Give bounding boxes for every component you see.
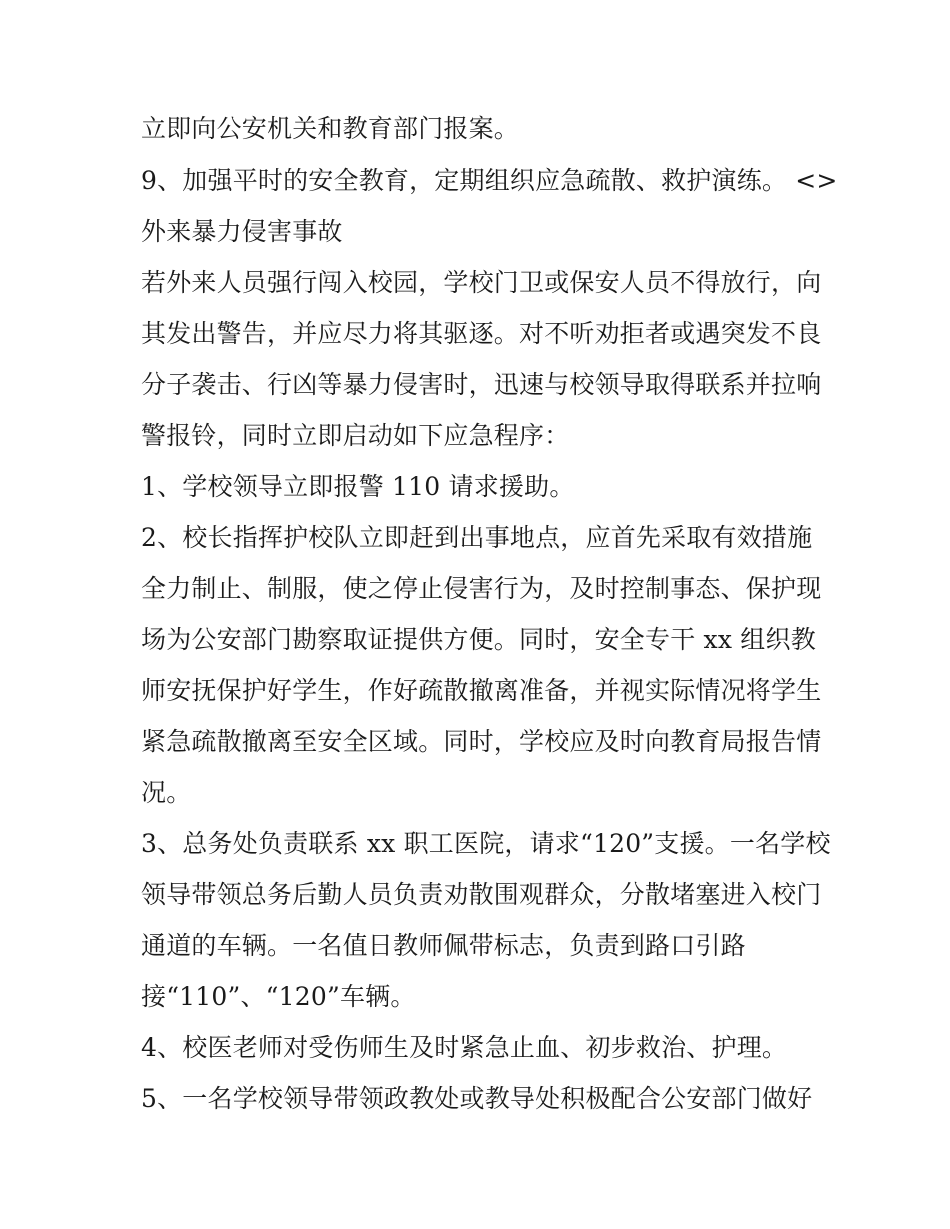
text-line: 警报铃，同时立即启动如下应急程序： [141, 421, 570, 450]
text-line: 场为公安部门勘察取证提供方便。同时，安全专干 xx 组织教 [141, 625, 816, 654]
text-line: 1、学校领导立即报警 110 请求援助。 [141, 472, 575, 501]
text-line: 2、校长指挥护校队立即赶到出事地点，应首先采取有效措施 [141, 523, 813, 552]
text-line: 其发出警告，并应尽力将其驱逐。对不听劝拒者或遇突发不良 [141, 319, 822, 348]
text-line: 全力制止、制服，使之停止侵害行为，及时控制事态、保护现 [141, 574, 822, 603]
text-line: 接“110”、“120”车辆。 [141, 982, 416, 1011]
text-line: 况。 [141, 778, 192, 807]
text-line: 紧急疏散撤离至安全区域。同时，学校应及时向教育局报告情 [141, 727, 822, 756]
text-line: 领导带领总务后勤人员负责劝散围观群众，分散堵塞进入校门 [141, 880, 822, 909]
text-line: 4、校医老师对受伤师生及时紧急止血、初步救治、护理。 [141, 1033, 788, 1062]
text-line: 通道的车辆。一名值日教师佩带标志，负责到路口引路 [141, 931, 746, 960]
text-line: 师安抚保护好学生，作好疏散撤离准备，并视实际情况将学生 [141, 676, 822, 705]
section-heading: 外来暴力侵害事故 [141, 217, 343, 246]
text-line: 5、一名学校领导带领政教处或教导处积极配合公安部门做好 [141, 1084, 813, 1113]
text-line: 3、总务处负责联系 xx 职工医院，请求“120”支援。一名学校 [141, 829, 831, 858]
text-line: 若外来人员强行闯入校园，学校门卫或保安人员不得放行，向 [141, 268, 822, 297]
text-line: 立即向公安机关和教育部门报案。 [141, 114, 520, 143]
text-line: 9、加强平时的安全教育，定期组织应急疏散、救护演练。 <> [141, 166, 838, 195]
text-line: 分子袭击、行凶等暴力侵害时，迅速与校领导取得联系并拉响 [141, 370, 822, 399]
